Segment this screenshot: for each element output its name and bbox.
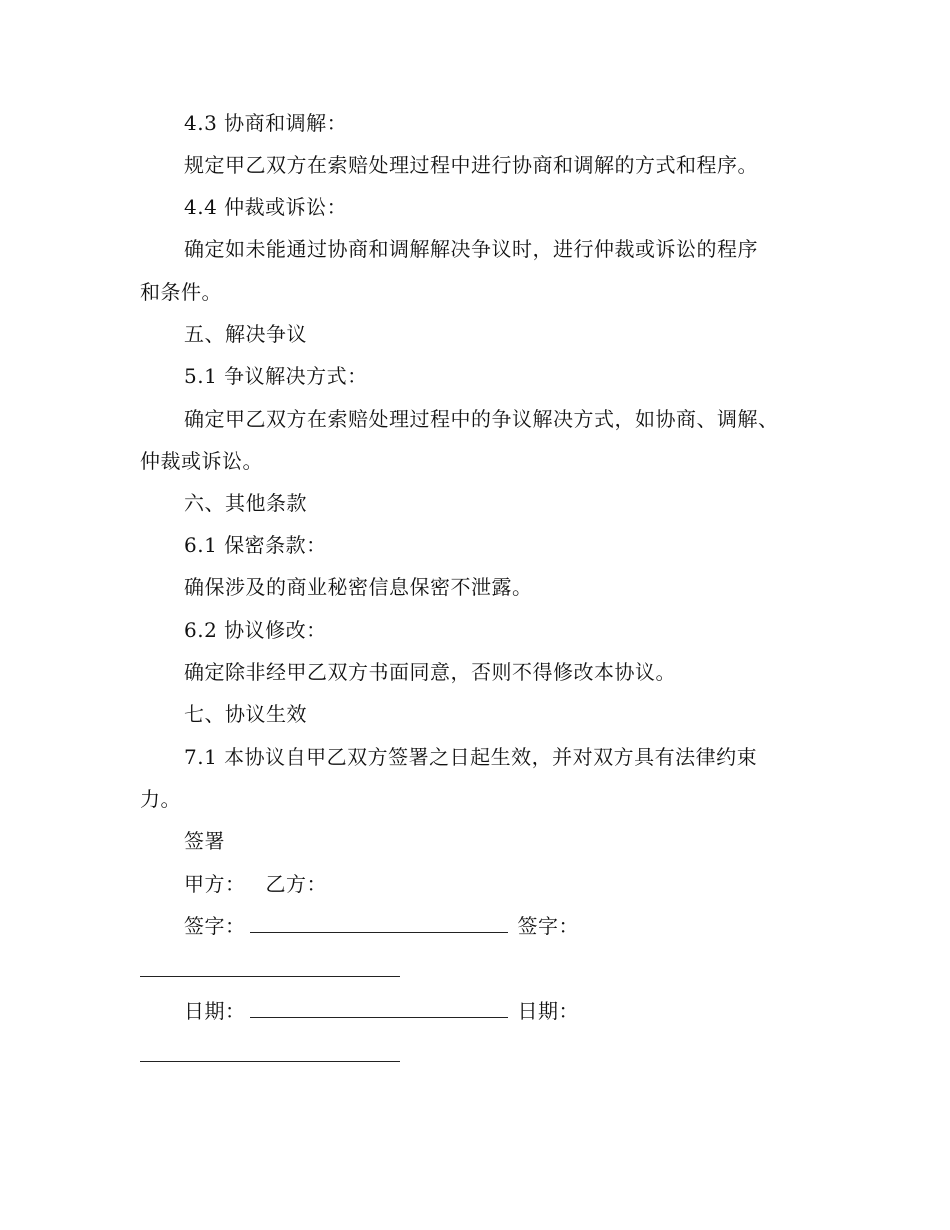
signature-heading: 签署	[184, 829, 225, 853]
section-5-1-body-line1: 确定甲乙双方在索赔处理过程中的争议解决方式，如协商、调解、	[184, 407, 779, 431]
chapter-6-heading: 六、其他条款	[184, 491, 307, 515]
date-label-b: 日期：	[517, 999, 579, 1023]
section-4-4-body-line1: 确定如未能通过协商和调解解决争议时，进行仲裁或诉讼的程序	[184, 237, 758, 261]
signature-row	[184, 913, 884, 939]
signature-blank-b[interactable]	[140, 976, 400, 977]
sign-label-a: 签字：	[184, 914, 246, 938]
date-label-a: 日期：	[184, 999, 246, 1023]
party-a-label: 甲方：	[184, 872, 246, 896]
section-7-1-body-line1: 7.1 本协议自甲乙双方签署之日起生效，并对双方具有法律约束	[184, 745, 758, 769]
section-4-3-heading: 4.3 协商和调解：	[184, 111, 348, 135]
section-5-1-heading: 5.1 争议解决方式：	[184, 364, 368, 388]
date-blank-a[interactable]	[250, 999, 508, 1018]
chapter-5-heading: 五、解决争议	[184, 322, 307, 346]
section-7-1-body-line2: 力。	[140, 787, 181, 811]
date-blank-b[interactable]	[140, 1061, 400, 1062]
date-row	[184, 998, 884, 1024]
chapter-7-heading: 七、协议生效	[184, 702, 307, 726]
signature-blank-a[interactable]	[250, 914, 508, 933]
sign-label-b: 签字：	[517, 914, 579, 938]
section-6-2-heading: 6.2 协议修改：	[184, 618, 327, 642]
section-4-3-body: 规定甲乙双方在索赔处理过程中进行协商和调解的方式和程序。	[184, 153, 758, 177]
section-6-2-body: 确定除非经甲乙双方书面同意，否则不得修改本协议。	[184, 660, 676, 684]
party-b-label: 乙方：	[265, 872, 327, 896]
section-6-1-heading: 6.1 保密条款：	[184, 533, 327, 557]
section-6-1-body: 确保涉及的商业秘密信息保密不泄露。	[184, 575, 533, 599]
section-4-4-body-line2: 和条件。	[140, 280, 222, 304]
section-4-4-heading: 4.4 仲裁或诉讼：	[184, 195, 348, 219]
party-labels	[184, 871, 884, 897]
section-5-1-body-line2: 仲裁或诉讼。	[140, 449, 263, 473]
